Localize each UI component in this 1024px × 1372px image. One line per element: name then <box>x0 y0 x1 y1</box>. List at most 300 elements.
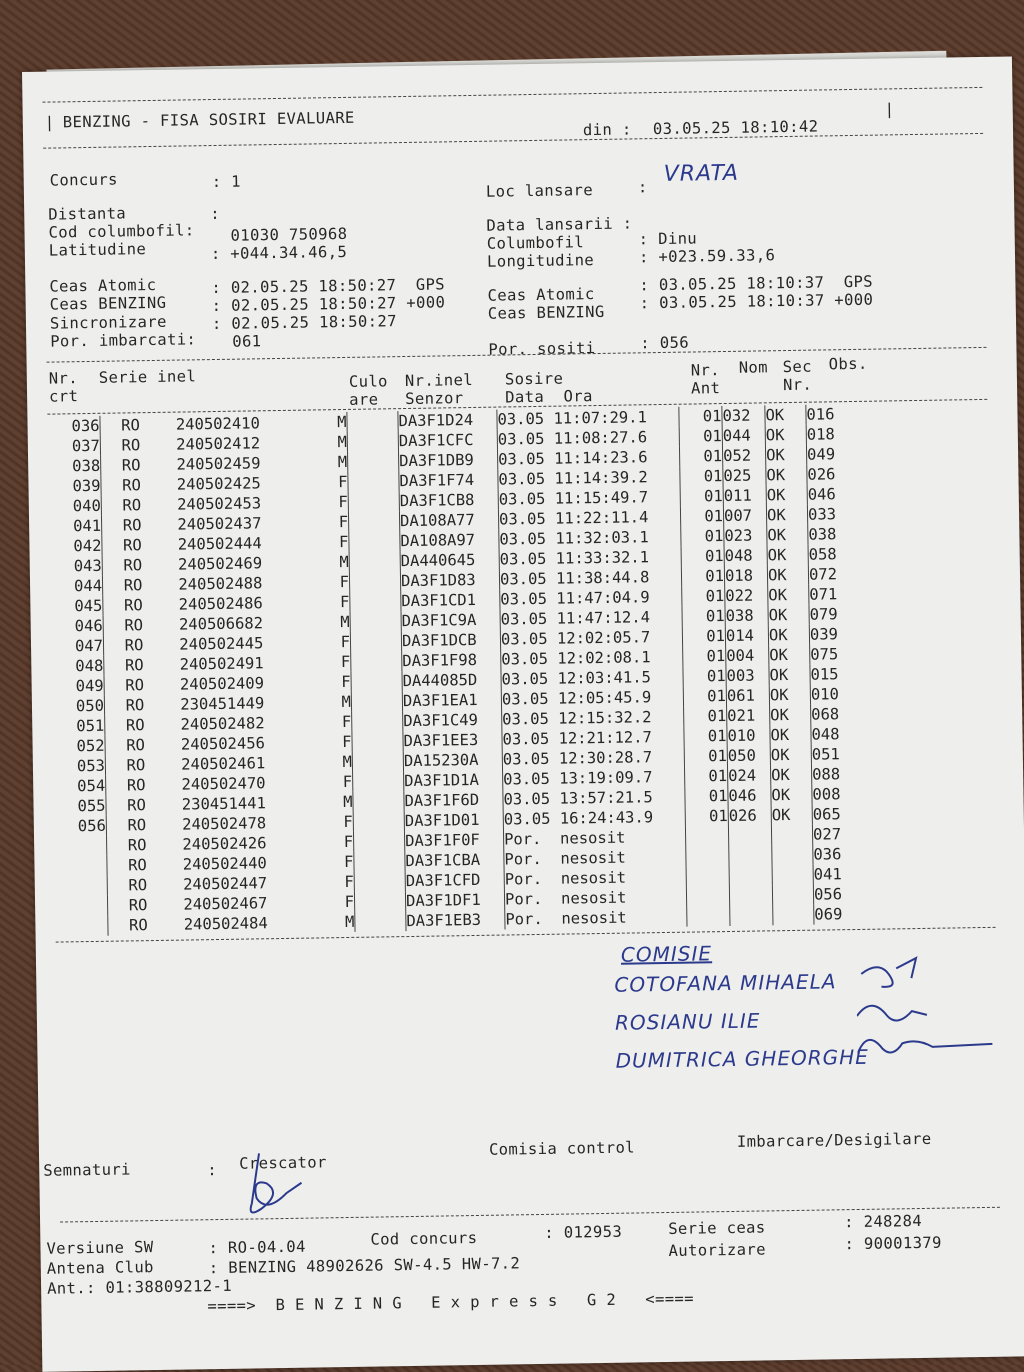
cell-culoare <box>351 691 402 712</box>
cell-senzor: DA3F1D24 <box>398 410 497 432</box>
cell-inel: 0502437 <box>195 514 262 534</box>
cell-sec: OK <box>770 725 811 746</box>
cell-inel: 0506682 <box>197 614 264 634</box>
cell-tara: RO <box>127 856 147 875</box>
cell-ora: 12:30:28.7 <box>559 747 685 769</box>
cell-inel: 0502412 <box>194 434 261 454</box>
cell-ant: 01 <box>680 466 723 487</box>
cod-concurs-label: Cod concurs <box>370 1228 478 1249</box>
cell-tara: RO <box>124 656 144 675</box>
cell-senzor: DA3F1CFD <box>405 870 504 892</box>
comisia-control-label: Comisia control <box>488 1138 636 1159</box>
cell-senzor: DA3F1EB3 <box>406 910 505 932</box>
cell-sec: OK <box>771 785 812 806</box>
cell-ora: 12:05:45.9 <box>558 687 684 709</box>
cell-obs: 008 <box>812 785 841 804</box>
cell-culoare <box>347 411 398 432</box>
cell-senzor: DA3F1D1A <box>404 770 503 792</box>
cell-culoare <box>353 791 404 812</box>
cell-an: 24 <box>178 615 198 634</box>
cell-nom: 007 <box>723 505 766 526</box>
cell-data: 03.05 <box>499 549 547 569</box>
cell-data: 03.05 <box>500 589 548 609</box>
cell-nr: 048 <box>51 656 104 677</box>
cell-an: 24 <box>181 775 201 794</box>
crescator-label: Crescator <box>239 1153 327 1173</box>
cell-tara: RO <box>124 636 144 655</box>
cell-inel: 0502409 <box>198 674 265 694</box>
cell-an: 24 <box>177 495 196 514</box>
cell-an: 24 <box>183 895 203 914</box>
cell-senzor: DA3F1F98 <box>402 650 501 672</box>
cell-sec: OK <box>766 485 807 506</box>
cell-nom: 061 <box>726 685 769 706</box>
cell-culoare <box>350 591 401 612</box>
cell-nom <box>730 905 773 926</box>
imbarcare-label: Imbarcare/Desigilare <box>736 1129 932 1151</box>
antena-value: : BENZING 48902626 SW-4.5 HW-7.2 <box>208 1254 521 1278</box>
cell-tara: RO <box>126 736 146 755</box>
cell-tara: RO <box>121 456 141 475</box>
cell-nom: 018 <box>724 565 767 586</box>
cell-sec <box>772 865 813 886</box>
cell-ant: 01 <box>684 746 727 767</box>
cell-nr: 046 <box>51 616 104 637</box>
cell-obs: 016 <box>806 405 835 424</box>
cell-culoare <box>352 731 403 752</box>
cell-sec <box>772 885 813 906</box>
antena-label: Antena Club <box>46 1258 154 1278</box>
cell-senzor: DA3F1C9A <box>401 610 500 632</box>
cell-inel: 0502426 <box>201 834 267 854</box>
cell-an: 24 <box>179 655 199 674</box>
cell-an: 24 <box>177 515 197 534</box>
cell-inel: 0502484 <box>202 914 268 934</box>
cell-ant: 01 <box>683 686 726 707</box>
cell-data: 03.05 <box>498 489 546 509</box>
header-bottom-border <box>43 133 983 149</box>
cell-ora: 13:57:21.5 <box>559 787 685 809</box>
cell-sec: OK <box>767 545 808 566</box>
latitudine-value: : +044.34.46,5 <box>210 242 348 264</box>
cell-ora: 11:33:32.1 <box>556 547 682 569</box>
autorizare-value: : 90001379 <box>844 1233 942 1254</box>
cell-sex: F <box>290 772 353 793</box>
cell-culoare <box>351 671 402 692</box>
cell-an: 24 <box>176 455 196 474</box>
cell-tara: RO <box>123 556 143 575</box>
cell-culoare <box>349 531 400 552</box>
cell-inel: 0502482 <box>199 714 265 734</box>
cell-an: 24 <box>182 835 202 854</box>
cell-tara: RO <box>128 916 148 935</box>
cell-nom <box>729 845 772 866</box>
cell-nom: 046 <box>728 785 771 806</box>
ant-id: Ant.: 01:38809212-1 <box>46 1276 233 1298</box>
header-nom: Nom <box>738 358 769 377</box>
cell-senzor: DA15230A <box>403 750 502 772</box>
cell-sex: F <box>288 672 351 693</box>
cell-ora: 11:32:03.1 <box>555 527 681 549</box>
cell-ant: 01 <box>684 766 727 787</box>
cell-culoare <box>349 571 400 592</box>
cell-nom: 032 <box>722 405 765 426</box>
cell-obs: 015 <box>810 665 839 684</box>
cell-inel: 0502447 <box>201 874 268 894</box>
header-sec-1: Sec <box>782 357 813 377</box>
cell-ant: 01 <box>681 546 724 567</box>
cell-ant: 01 <box>681 566 724 587</box>
cell-ant: 01 <box>679 446 722 467</box>
cell-nom: 014 <box>725 625 768 646</box>
cell-ant <box>686 886 729 907</box>
cell-senzor: DA3F1CB8 <box>399 490 498 512</box>
cell-obs: 068 <box>811 705 840 724</box>
cell-ora: nesosit <box>560 827 686 849</box>
cell-tara: RO <box>121 416 141 435</box>
cell-nom: 024 <box>727 765 770 786</box>
cell-sex: M <box>284 412 347 433</box>
ceas-benzing-value: : 02.05.25 18:50:27 +000 <box>211 293 446 316</box>
cell-obs: 010 <box>810 685 840 704</box>
cell-sec <box>771 825 812 846</box>
cell-nr: 049 <box>52 676 105 697</box>
concurs-value: : 1 <box>211 172 242 192</box>
cell-nom: 044 <box>722 425 765 446</box>
sositi-label: Por. sositi <box>488 339 596 359</box>
cell-nom <box>729 865 772 886</box>
cell-an: 24 <box>180 715 200 734</box>
cell-data: 03.05 <box>501 669 549 689</box>
cell-senzor: DA3F1D01 <box>404 810 503 832</box>
cell-culoare <box>354 851 405 872</box>
cell-ant: 01 <box>682 606 725 627</box>
cell-sex: F <box>292 872 355 893</box>
cell-sex: F <box>286 512 349 533</box>
cell-inel: 0502467 <box>201 894 268 914</box>
cell-obs: 079 <box>809 605 838 624</box>
cell-sex: M <box>285 452 348 473</box>
cell-senzor: DA108A77 <box>399 510 498 532</box>
cell-obs: 051 <box>811 745 840 764</box>
cell-nom: 004 <box>726 645 769 666</box>
cell-data: 03.05 <box>498 449 545 469</box>
cell-ora: 11:38:44.8 <box>556 567 682 589</box>
header-data-ora: Data Ora <box>505 387 593 407</box>
cell-obs: 056 <box>813 885 843 904</box>
header-top-border <box>42 87 982 103</box>
cell-tara: RO <box>126 776 146 795</box>
comisie-handwritten: COMISIE <box>620 941 713 967</box>
cell-nr <box>54 856 107 877</box>
cell-senzor: DA3F1EE3 <box>403 730 502 752</box>
cell-culoare <box>349 551 400 572</box>
cell-obs: 088 <box>811 765 841 784</box>
cell-ora: nesosit <box>561 887 687 909</box>
cell-sex: F <box>292 892 355 913</box>
cell-sec: OK <box>767 525 808 546</box>
cell-data: 03.05 <box>501 689 549 709</box>
right-ceas-benzing-label: Ceas BENZING <box>487 302 605 323</box>
cell-ora: 12:02:08.1 <box>557 647 683 669</box>
cell-nr: 043 <box>50 556 103 577</box>
cell-an: 23 <box>180 695 200 714</box>
cell-obs: 072 <box>808 565 838 584</box>
cell-obs: 041 <box>813 865 842 884</box>
cell-nr: 054 <box>53 776 106 797</box>
cell-sex: M <box>290 752 353 773</box>
cell-ora: 12:21:12.7 <box>558 727 684 749</box>
header-crt: crt <box>48 387 79 406</box>
cell-culoare <box>348 511 399 532</box>
cell-inel: 0502459 <box>195 454 261 474</box>
cell-ant <box>686 846 729 867</box>
header-nr: Nr. <box>48 369 79 388</box>
cell-culoare <box>350 611 401 632</box>
loc-lansare-label: Loc lansare <box>485 181 594 201</box>
cell-culoare <box>348 471 399 492</box>
cell-an: 24 <box>182 815 201 834</box>
cell-senzor: DA3F1DF1 <box>405 890 504 912</box>
cell-sex: F <box>289 712 352 733</box>
cell-nom: 026 <box>728 805 771 826</box>
cell-sec: OK <box>765 405 806 426</box>
cell-data: 03.05 <box>500 629 548 649</box>
cell-obs: 036 <box>813 845 842 864</box>
cell-an: 24 <box>176 435 196 454</box>
cell-an: 24 <box>179 675 199 694</box>
cell-an: 23 <box>181 795 201 814</box>
cell-ora: 16:24:43.9 <box>560 807 686 829</box>
cell-nom: 025 <box>723 465 766 486</box>
cell-inel: 0502491 <box>198 654 264 674</box>
cell-senzor: DA3F1EA1 <box>402 690 501 712</box>
right-ceas-atomic-value: : 03.05.25 18:10:37 GPS <box>639 272 874 295</box>
cell-culoare <box>348 451 399 472</box>
cell-data: Por. <box>505 909 543 929</box>
cell-ora: 11:22:11.4 <box>555 507 681 529</box>
cell-culoare <box>352 711 403 732</box>
cell-data: 03.05 <box>502 729 550 749</box>
imbarcati-value: 061 <box>232 332 262 351</box>
cell-inel: 0502425 <box>195 474 261 494</box>
cell-senzor: DA440645 <box>400 550 499 572</box>
cell-senzor: DA44085D <box>402 670 501 692</box>
cell-tara: RO <box>127 836 147 855</box>
cell-culoare <box>352 751 403 772</box>
longitudine-value: : +023.59.33,6 <box>638 246 776 267</box>
cell-obs: 049 <box>806 445 836 464</box>
cell-obs: 026 <box>807 465 836 484</box>
cell-nr <box>55 876 108 897</box>
cell-inel: 0502445 <box>197 634 264 654</box>
cell-ant: 01 <box>682 586 725 607</box>
cell-inel: 0502410 <box>194 414 261 434</box>
cell-ora: nesosit <box>561 907 687 929</box>
latitudine-label: Latitudine <box>48 240 147 260</box>
cell-sec: OK <box>771 805 812 826</box>
cell-data: 03.05 <box>503 789 551 809</box>
header-left-bar: | <box>44 113 55 132</box>
cell-obs: 069 <box>814 905 843 924</box>
cell-an: 24 <box>182 855 202 874</box>
cell-an: 24 <box>176 475 196 494</box>
header-nr-ant-2: Ant <box>690 379 721 398</box>
cell-tara: RO <box>127 796 147 815</box>
cell-sex: F <box>286 492 349 513</box>
cell-ant <box>685 826 728 847</box>
cell-nr: 055 <box>53 796 106 817</box>
cell-inel: 0502453 <box>195 494 262 514</box>
cell-sec: OK <box>767 565 808 586</box>
cell-senzor: DA3F1C49 <box>403 710 502 732</box>
cell-inel: 0451441 <box>200 794 266 814</box>
cell-sec: OK <box>766 465 807 486</box>
cell-nr: 037 <box>48 436 101 457</box>
cell-ant: 01 <box>683 646 726 667</box>
cell-inel: 0502486 <box>197 594 263 614</box>
cell-senzor: DA3F1CFC <box>398 430 497 452</box>
cell-sex: F <box>291 832 354 853</box>
cell-sec: OK <box>769 665 810 686</box>
cell-an: 24 <box>183 915 203 934</box>
cell-tara: RO <box>121 436 141 455</box>
autorizare-label: Autorizare <box>668 1240 767 1260</box>
cell-sec: OK <box>769 645 810 666</box>
cell-tara: RO <box>128 876 148 895</box>
cell-nr: 038 <box>48 456 101 477</box>
cell-ant: 01 <box>680 486 723 507</box>
loc-lansare-handwritten: VRATA <box>663 160 740 187</box>
cell-nom: 023 <box>724 525 767 546</box>
cell-nr: 039 <box>48 476 101 497</box>
cell-data: 03.05 <box>502 749 550 769</box>
cell-nom: 022 <box>725 585 768 606</box>
cell-an: 24 <box>178 595 198 614</box>
longitudine-label: Longitudine <box>486 251 595 271</box>
cell-data: 03.05 <box>501 649 549 669</box>
cell-culoare <box>348 491 399 512</box>
cell-inel: 0502440 <box>201 854 267 874</box>
cell-an: 24 <box>182 875 202 894</box>
cell-tara: RO <box>122 496 142 515</box>
cell-senzor: DA3F1DB9 <box>399 450 498 472</box>
cod-columbofil-label: Cod columbofil: <box>48 221 195 242</box>
cell-sex: M <box>290 792 353 813</box>
arrivals-body <box>47 404 864 937</box>
cell-nr: 047 <box>51 636 104 657</box>
distanta-label: Distanta <box>48 204 127 224</box>
cell-senzor: DA3F1D83 <box>400 570 499 592</box>
data-lansarii-label: Data lansarii : <box>486 214 633 235</box>
versiune-label: Versiune SW <box>46 1238 154 1258</box>
cell-sec: OK <box>768 585 809 606</box>
cell-sec: OK <box>769 685 810 706</box>
member-2-handwritten: ROSIANU ILIE <box>614 1008 761 1035</box>
member-1-handwritten: COTOFANA MIHAELA <box>614 969 837 997</box>
cell-data: Por. <box>504 849 542 869</box>
cell-sex: F <box>286 532 349 553</box>
header-sosire: Sosire <box>504 369 564 389</box>
cell-senzor: DA3F1F0F <box>404 830 503 852</box>
cell-obs: 065 <box>812 805 841 824</box>
cell-sex: F <box>289 732 352 753</box>
cell-nr: 052 <box>52 736 105 757</box>
cell-ant: 01 <box>680 506 723 527</box>
cell-data: 03.05 <box>503 769 550 789</box>
imbarcati-label: Por. imbarcati: <box>50 330 197 351</box>
cell-ora: 12:02:05.7 <box>557 627 683 649</box>
cell-an: 24 <box>177 555 197 574</box>
cell-ora: nesosit <box>561 867 687 889</box>
cell-data: Por. <box>503 829 542 849</box>
cell-nr: 040 <box>49 496 102 517</box>
sincronizare-value: : 02.05.25 18:50:27 <box>211 312 398 334</box>
right-ceas-benzing-value: : 03.05.25 18:10:37 +000 <box>639 290 874 313</box>
header-date: 03.05.25 18:10:42 <box>652 117 819 139</box>
cell-data: 03.05 <box>497 409 545 429</box>
cell-an: 24 <box>181 755 201 774</box>
cell-data: 03.05 <box>503 809 551 829</box>
cell-nr: 056 <box>54 816 107 837</box>
cell-obs: 038 <box>808 525 837 544</box>
cell-obs: 075 <box>810 645 839 664</box>
cell-data: Por. <box>504 889 543 909</box>
cell-tara: RO <box>124 616 144 635</box>
cell-sex: F <box>285 472 348 493</box>
concurs-label: Concurs <box>49 170 118 190</box>
cell-ant <box>686 866 729 887</box>
cell-culoare <box>353 811 404 832</box>
cell-sex: F <box>287 592 350 613</box>
header-senzor: Senzor <box>405 389 464 409</box>
header-din-label: din : <box>582 120 632 140</box>
cell-nr: 044 <box>50 576 103 597</box>
cell-ant: 01 <box>679 426 722 447</box>
cell-data: 03.05 <box>498 509 546 529</box>
cell-nom: 050 <box>727 745 770 766</box>
cell-sex: M <box>292 912 355 933</box>
header-nr-ant-1: Nr. <box>690 361 721 380</box>
cell-culoare <box>353 771 404 792</box>
cell-obs: 058 <box>808 545 837 564</box>
cell-data: 03.05 <box>497 429 545 449</box>
cell-sec: OK <box>768 625 809 646</box>
cod-columbofil-value: 01030 750968 <box>230 224 348 245</box>
cell-inel: 0502444 <box>196 534 262 554</box>
cell-tara: RO <box>122 476 141 495</box>
cell-ant: 01 <box>682 626 725 647</box>
document-title: BENZING - FISA SOSIRI EVALUARE <box>62 108 355 132</box>
cell-sex: M <box>289 692 352 713</box>
cell-an: 24 <box>177 535 197 554</box>
cell-sex: F <box>291 852 354 873</box>
cell-ora: 11:47:04.9 <box>556 587 682 609</box>
cell-obs: 048 <box>811 725 840 744</box>
cell-sec: OK <box>770 705 811 726</box>
cell-tara: RO <box>125 696 145 715</box>
cell-tara: RO <box>125 676 145 695</box>
arrivals-table <box>47 404 864 937</box>
cell-sec: OK <box>770 765 811 786</box>
cell-data: 03.05 <box>499 569 547 589</box>
cell-sec: OK <box>765 425 806 446</box>
cell-ora: 11:14:39.2 <box>554 467 680 489</box>
cell-inel: 0502470 <box>200 774 266 794</box>
columbofil-label: Columbofil <box>486 233 585 253</box>
cell-nr: 051 <box>52 716 105 737</box>
cell-inel: 0502461 <box>199 754 266 774</box>
